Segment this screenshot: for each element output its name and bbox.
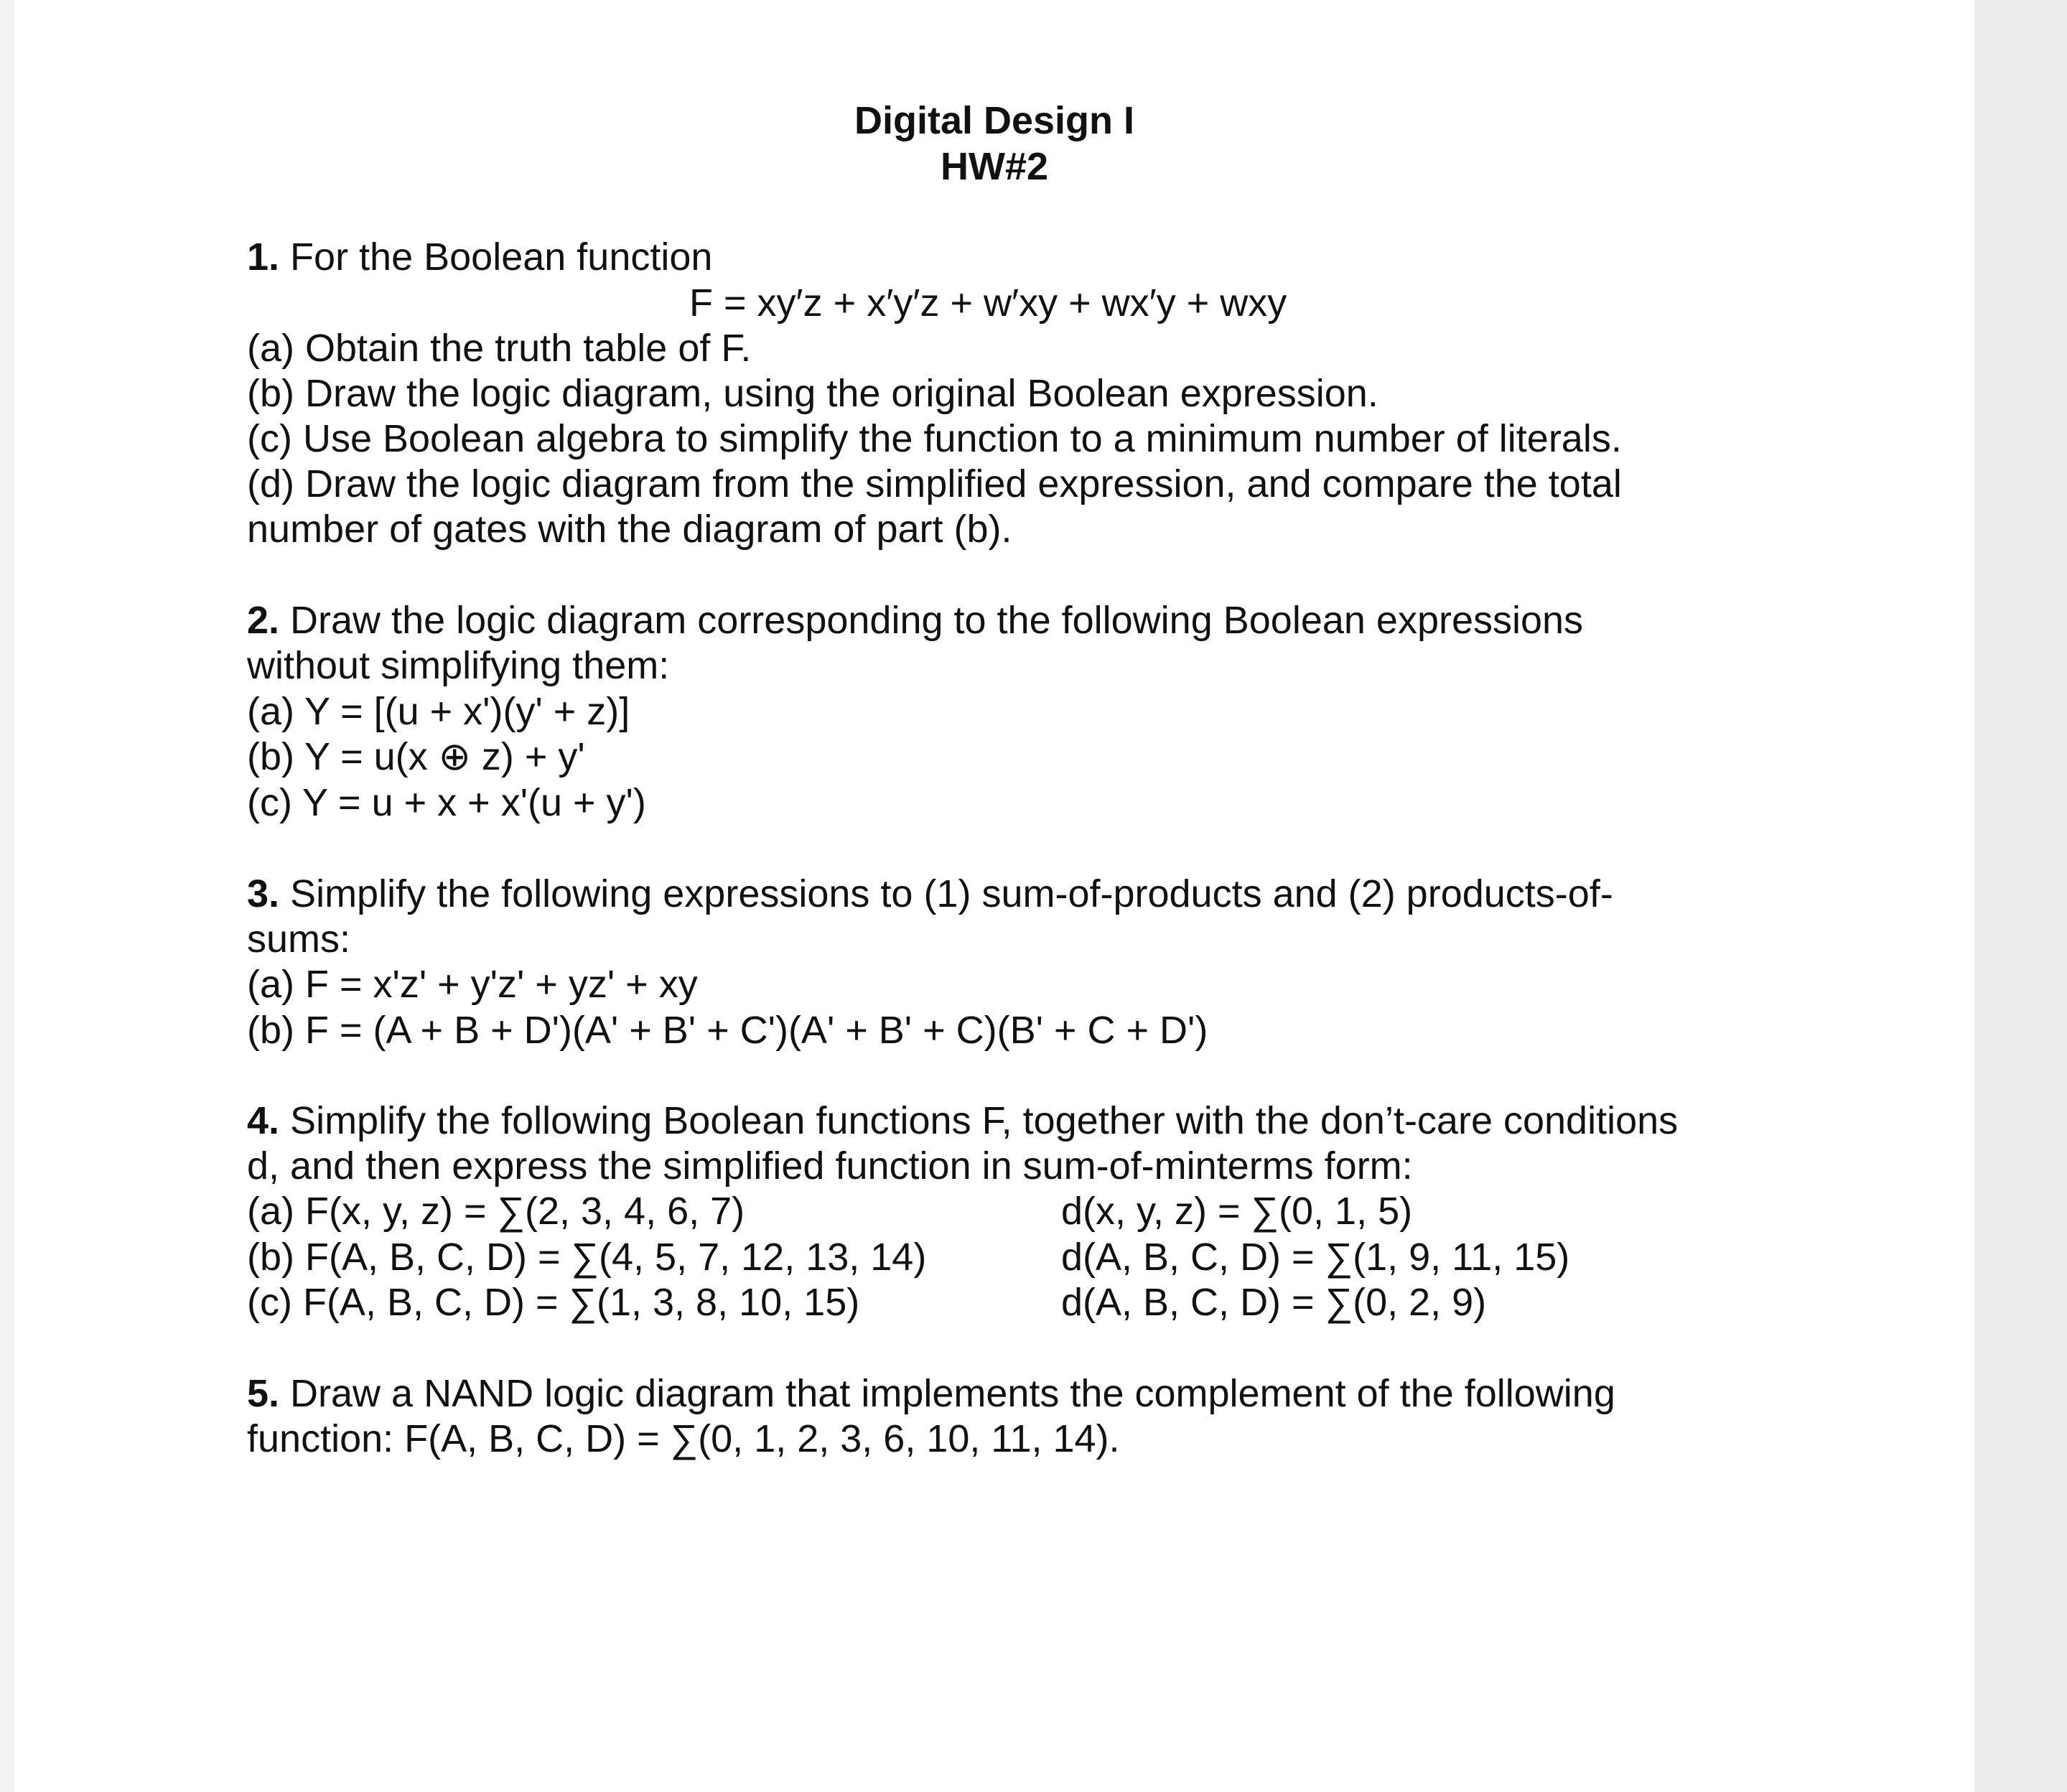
question-3-intro-cont: sums: — [247, 918, 351, 961]
question-number: 4. — [247, 1099, 280, 1142]
question-5-intro — [247, 1371, 1615, 1417]
question-1-part-b: (b) Draw the logic diagram, using the original Boolean expression. — [247, 372, 1378, 415]
question-4-part-b-function: (b) F(A, B, C, D) = ∑(4, 5, 7, 12, 13, 14) — [247, 1236, 927, 1279]
question-4-intro-cont: d, and then express the simplified function in sum-of-minterms form: — [247, 1144, 1413, 1187]
question-1-part-d-cont: number of gates with the diagram of part (b). — [247, 508, 1012, 551]
question-1-part-a: (a) Obtain the truth table of F. — [247, 327, 752, 370]
document-subtitle: HW#2 — [940, 145, 1049, 188]
question-3-part-b: (b) F = (A + B + D')(A' + B' + C')(A' + B' + C)(B' + C + D') — [247, 1009, 1208, 1052]
question-text: Draw a NAND logic diagram that implements the complement of the following — [279, 1372, 1615, 1415]
question-2-part-c: (c) Y = u + x + x'(u + y') — [247, 781, 646, 824]
question-4-part-a-dontcare: d(x, y, z) = ∑(0, 1, 5) — [1061, 1190, 1413, 1233]
question-2-intro-cont: without simplifying them: — [247, 644, 670, 687]
question-3-intro — [247, 871, 1613, 917]
question-3-part-a: (a) F = x'z' + y'z' + yz' + xy — [247, 963, 698, 1006]
question-number: 1. — [247, 235, 280, 279]
question-1-intro — [247, 234, 712, 280]
question-5-intro-cont: function: F(A, B, C, D) = ∑(0, 1, 2, 3, 6, 10, 11, 14). — [247, 1417, 1120, 1460]
question-number: 5. — [247, 1372, 280, 1415]
question-4-part-c-function: (c) F(A, B, C, D) = ∑(1, 3, 8, 10, 15) — [247, 1281, 860, 1324]
left-margin — [0, 0, 14, 1792]
question-1-formula: F = xy′z + x′y′z + w′xy + wx′y + wxy — [689, 281, 1287, 325]
question-1-part-d: (d) Draw the logic diagram from the simplified expression, and compare the total — [247, 462, 1622, 505]
question-4-part-a-function: (a) F(x, y, z) = ∑(2, 3, 4, 6, 7) — [247, 1190, 745, 1233]
question-1-part-c: (c) Use Boolean algebra to simplify the function to a minimum number of literals. — [247, 417, 1622, 460]
document-title: Digital Design I — [854, 99, 1135, 142]
question-text: Draw the logic diagram corresponding to the following Boolean expressions — [279, 599, 1584, 642]
right-margin — [1974, 0, 2067, 1792]
question-text: Simplify the following Boolean functions F, together with the don’t-care conditions — [279, 1099, 1679, 1142]
question-number: 3. — [247, 872, 280, 915]
question-2-intro — [247, 597, 1583, 643]
question-4-part-b-dontcare: d(A, B, C, D) = ∑(1, 9, 11, 15) — [1061, 1236, 1570, 1279]
question-4-intro — [247, 1098, 1678, 1144]
question-number: 2. — [247, 599, 280, 642]
question-text: Simplify the following expressions to (1) sum-of-products and (2) products-of- — [279, 872, 1613, 915]
question-text: For the Boolean function — [279, 235, 713, 279]
question-2-part-b: (b) Y = u(x ⊕ z) + y' — [247, 735, 585, 778]
question-4-part-c-dontcare: d(A, B, C, D) = ∑(0, 2, 9) — [1061, 1281, 1487, 1324]
question-2-part-a: (a) Y = [(u + x')(y' + z)] — [247, 690, 630, 733]
